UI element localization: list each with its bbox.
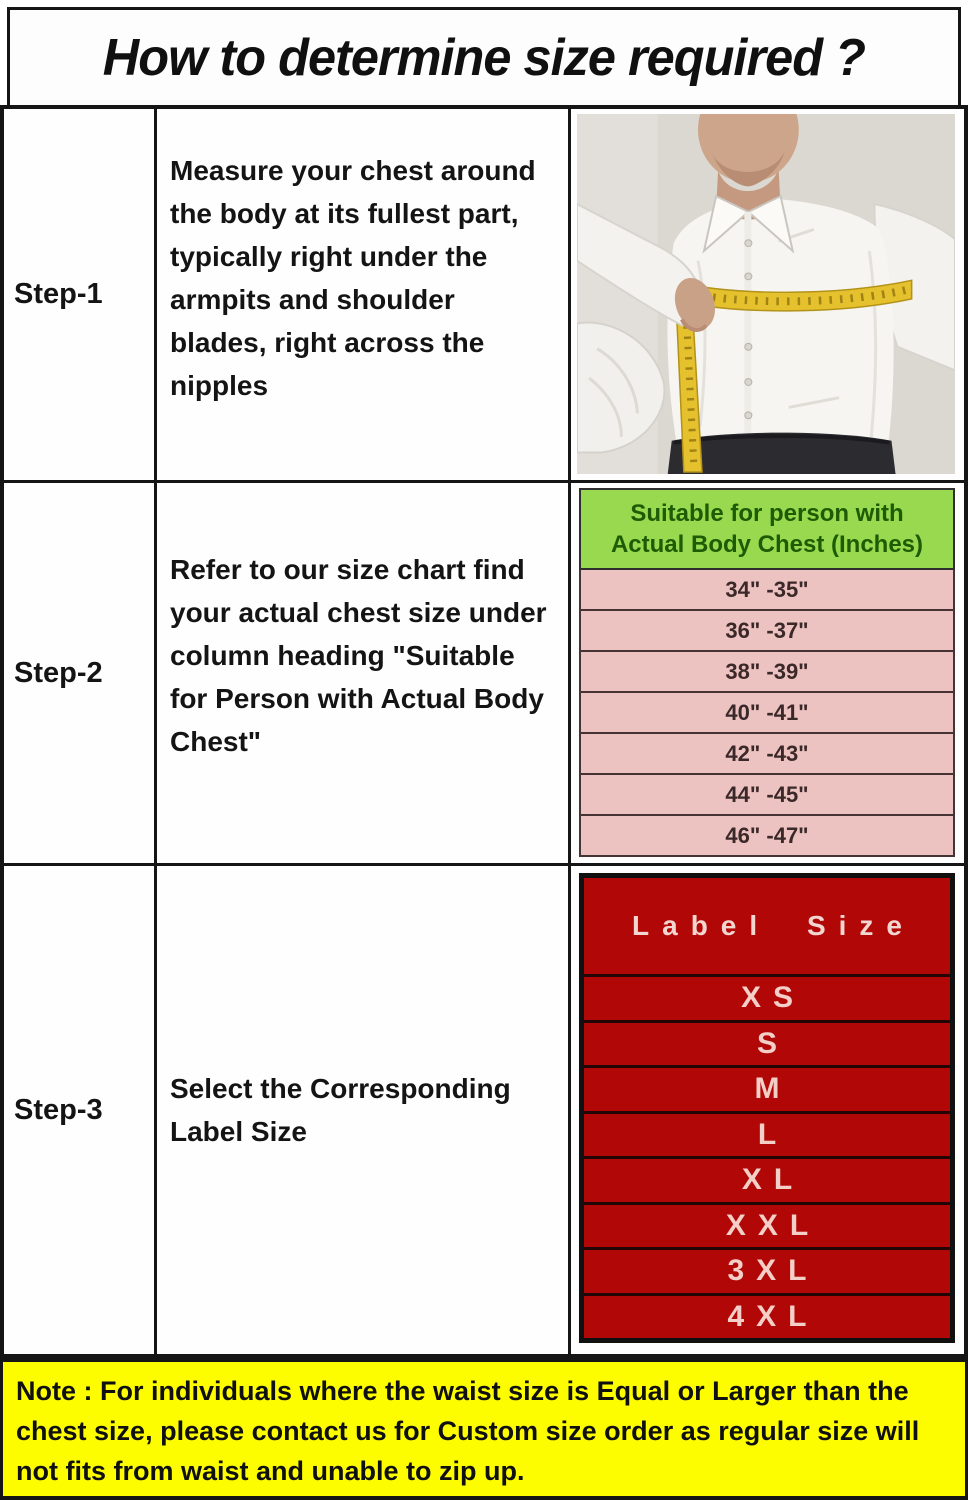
step-3-label-cell <box>4 866 157 1354</box>
step-2-line: your actual chest size under <box>170 597 547 628</box>
label-size-panel <box>579 873 955 1343</box>
step-3-line: Select the Corresponding <box>170 1073 511 1104</box>
chest-size-row: 46" -47" <box>579 816 955 857</box>
label-size-row: M <box>584 1065 950 1111</box>
page-title: How to determine size required ? <box>102 28 866 87</box>
chart-header-line: Suitable for person with <box>630 500 904 527</box>
step-1-instructions <box>157 109 571 483</box>
note-text: Note : For individuals where the waist size is Equal or Larger than the chest size, please contact us for Custom size order as regular size will not fits from waist and unable to zip up. <box>16 1376 920 1486</box>
chest-measurement-photo <box>577 114 955 474</box>
step-3-instructions <box>157 866 571 1354</box>
label-size-row: XL <box>584 1156 950 1202</box>
chest-size-row: 34" -35" <box>579 570 955 611</box>
step-2-instructions <box>157 483 571 866</box>
step-2-line: column heading "Suitable <box>170 640 515 671</box>
size-guide-table <box>0 105 968 1358</box>
label-size-header: Label Size <box>632 910 915 941</box>
step-2-line: Refer to our size chart find <box>170 554 525 585</box>
chest-size-row: 36" -37" <box>579 611 955 652</box>
step-1-label-cell <box>4 109 157 483</box>
step-1-line: Measure your chest around <box>170 155 536 186</box>
label-size-row: 4XL <box>584 1293 950 1339</box>
chest-size-row: 40" -41" <box>579 693 955 734</box>
chest-size-row: 44" -45" <box>579 775 955 816</box>
chest-size-chart-header <box>579 488 955 570</box>
label-size-cell <box>571 866 964 1354</box>
step-3-line: Label Size <box>170 1116 307 1147</box>
step-2-line: for Person with Actual Body <box>170 683 544 714</box>
label-size-row: 3XL <box>584 1247 950 1293</box>
title-box <box>7 7 961 105</box>
chest-size-row: 42" -43" <box>579 734 955 775</box>
step-3-label: Step-3 <box>14 1093 103 1126</box>
chart-header-line: Actual Body Chest (Inches) <box>610 531 924 558</box>
chest-size-row: 38" -39" <box>579 652 955 693</box>
step-2-line: Chest" <box>170 726 262 757</box>
label-size-row: L <box>584 1111 950 1157</box>
note-box <box>0 1358 968 1500</box>
step-1-line: typically right under the <box>170 241 488 272</box>
label-size-row: S <box>584 1020 950 1066</box>
step-2-label-cell <box>4 483 157 866</box>
step-2-label: Step-2 <box>14 656 103 689</box>
photo-cell <box>571 109 964 483</box>
label-size-row: XXL <box>584 1202 950 1248</box>
step-1-line: armpits and shoulder <box>170 284 455 315</box>
label-size-row: XS <box>584 974 950 1020</box>
step-1-line: the body at its fullest part, <box>170 198 519 229</box>
chest-size-chart <box>571 483 964 866</box>
step-1-line: blades, right across the <box>170 327 485 358</box>
step-1-label: Step-1 <box>14 278 103 310</box>
step-1-line: nipples <box>170 370 269 401</box>
